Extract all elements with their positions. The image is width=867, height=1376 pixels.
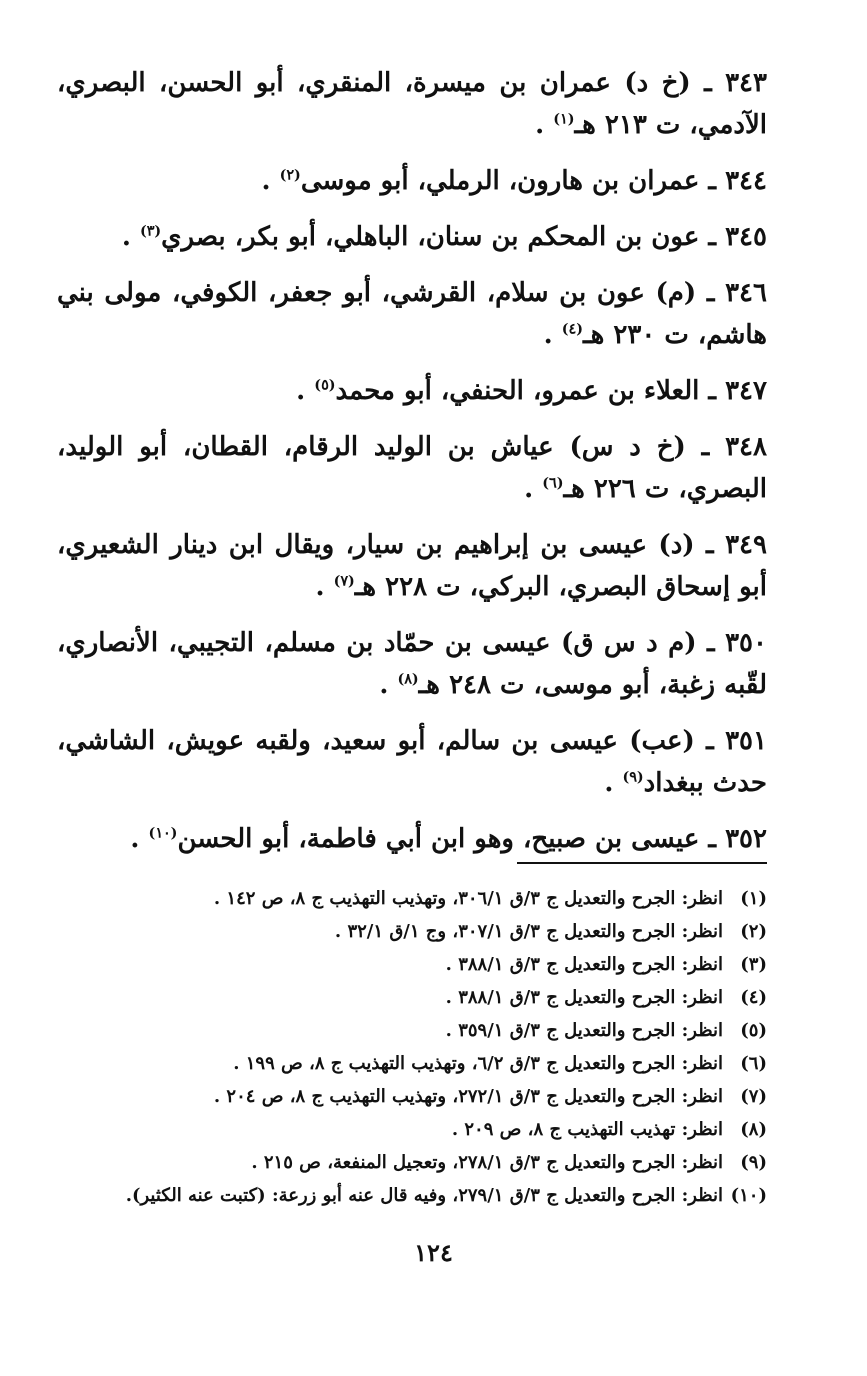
entry-text: (خ د) عمران بن ميسرة، المنقري، أبو الحسن، البصري، الآدمي، ت ٢١٣ هـ (57, 68, 767, 140)
footnote-text: انظر: الجرح والتعديل ج ٣/ق ٣٨٨/١ . (445, 954, 723, 975)
entry-351 (57, 720, 767, 804)
footnote-text: انظر: الجرح والتعديل ج ٣/ق ٣٠٦/١، وتهذيب التهذيب ج ٨، ص ١٤٢ . (213, 888, 723, 909)
entry-347 (57, 370, 767, 412)
entry-number: ٣٤٥ (725, 222, 767, 252)
footnote-number: (٣) (740, 954, 767, 975)
footnote-text: انظر: تهذيب التهذيب ج ٨، ص ٢٠٩ . (451, 1119, 723, 1140)
footnote-number: (٨) (740, 1119, 767, 1140)
footnote-ref: (٤) (561, 321, 583, 338)
entry-end: . (543, 320, 553, 350)
footnote-ref: (١) (553, 111, 575, 128)
entry-end: . (535, 110, 545, 140)
footnote-number: (٢) (740, 921, 767, 942)
entry-number: ٣٤٨ (725, 432, 767, 462)
footnote-number: (٤) (740, 987, 767, 1008)
footnote-ref: (٣) (139, 223, 162, 240)
entry-number: ٣٤٣ (725, 68, 767, 98)
footnote-number: (٩) (740, 1152, 767, 1173)
footnote-ref: (٨) (397, 671, 419, 688)
entry-dash: ـ (706, 278, 715, 308)
footnote-2 (57, 915, 767, 948)
page-number: ١٢٤ (414, 1238, 453, 1267)
entry-end: . (524, 474, 534, 504)
footnote-ref: (٧) (333, 573, 355, 590)
entry-text: عون بن المحكم بن سنان، الباهلي، أبو بكر، بصري (161, 222, 700, 252)
footnote-3 (57, 948, 767, 981)
entry-number: ٣٥١ (725, 726, 767, 756)
entry-text: عيسى بن صبيح، وهو ابن أبي فاطمة، أبو الحسن (177, 824, 700, 854)
entry-text: (خ د س) عياش بن الوليد الرقام، القطان، أبو الوليد، البصري، ت ٢٢٦ هـ (57, 432, 767, 504)
entry-dash: ـ (708, 222, 717, 252)
footnote-text: انظر: الجرح والتعديل ج ٣/ق ٦/٢، وتهذيب التهذيب ج ٨، ص ١٩٩ . (233, 1053, 723, 1074)
footnote-10 (57, 1179, 767, 1212)
footnote-8 (57, 1113, 767, 1146)
footnote-number: (٦) (740, 1053, 767, 1074)
entry-350 (57, 622, 767, 706)
footnotes-list (57, 882, 767, 1212)
entry-dash: ـ (706, 726, 714, 756)
entry-number: ٣٤٩ (725, 530, 767, 560)
entry-end: . (604, 768, 614, 798)
footnote-1 (57, 882, 767, 915)
entry-346 (57, 272, 767, 356)
footnote-ref: (٢) (279, 167, 301, 184)
entry-345 (57, 216, 767, 258)
footnote-text: انظر: الجرح والتعديل ج ٣/ق ٣٥٩/١ . (445, 1020, 723, 1041)
entry-end: . (121, 222, 131, 252)
entry-352 (57, 818, 767, 860)
footnote-number: (١٠) (730, 1185, 767, 1206)
entries-list (57, 62, 767, 874)
footnote-ref: (٦) (542, 475, 564, 492)
entry-end: . (296, 376, 306, 406)
footnote-ref: (٩) (622, 769, 644, 786)
entry-text: العلاء بن عمرو، الحنفي، أبو محمد (335, 376, 700, 406)
footnote-5 (57, 1014, 767, 1047)
entry-dash: ـ (708, 376, 717, 406)
entry-text: (م د س ق) عيسى بن حمّاد بن مسلم، التجيبي، الأنصاري، لقّبه زغبة، أبو موسى، ت ٢٤٨ هـ (57, 628, 767, 700)
entry-dash: ـ (707, 628, 715, 658)
footnote-text: انظر: الجرح والتعديل ج ٣/ق ٢٧٢/١، وتهذيب التهذيب ج ٨، ص ٢٠٤ . (213, 1086, 723, 1107)
entry-text: (م) عون بن سلام، القرشي، أبو جعفر، الكوفي، مولى بني هاشم، ت ٢٣٠ هـ (57, 278, 767, 350)
footnote-4 (57, 981, 767, 1014)
entry-dash: ـ (704, 68, 712, 98)
entry-number: ٣٥٠ (725, 628, 767, 658)
entry-number: ٣٤٧ (725, 376, 767, 406)
entry-dash: ـ (708, 824, 717, 854)
entry-end: . (379, 670, 389, 700)
entry-end: . (315, 572, 325, 602)
entry-number: ٣٤٦ (725, 278, 767, 308)
footnote-9 (57, 1146, 767, 1179)
footnote-text: انظر: الجرح والتعديل ج ٣/ق ٣٠٧/١، وج ١/ق ٣٢/١ . (334, 921, 723, 942)
footnote-separator-rule (517, 862, 767, 864)
entry-end: . (261, 166, 271, 196)
entry-dash: ـ (706, 530, 714, 560)
footnote-number: (٧) (740, 1086, 767, 1107)
entry-number: ٣٥٢ (725, 824, 767, 854)
entry-text: (عب) عيسى بن سالم، أبو سعيد، ولقبه عويش، الشاشي، حدث ببغداد (57, 726, 767, 798)
entry-number: ٣٤٤ (725, 166, 767, 196)
footnote-text: انظر: الجرح والتعديل ج ٣/ق ٢٧٨/١، وتعجيل المنفعة، ص ٢١٥ . (251, 1152, 723, 1173)
entry-343 (57, 62, 767, 146)
entry-end: . (130, 824, 140, 854)
entry-text: (د) عيسى بن إبراهيم بن سيار، ويقال ابن دينار الشعيري، أبو إسحاق البصري، البركي، ت ٢٢٨ هـ (57, 530, 767, 602)
entry-dash: ـ (701, 432, 710, 462)
footnote-text: انظر: الجرح والتعديل ج ٣/ق ٢٧٩/١، وفيه قال عنه أبو زرعة: (كتبت عنه الكثير). (125, 1185, 723, 1206)
entry-text: عمران بن هارون، الرملي، أبو موسى (300, 166, 700, 196)
footnote-7 (57, 1080, 767, 1113)
footnote-ref: (٥) (314, 377, 336, 394)
footnote-text: انظر: الجرح والتعديل ج ٣/ق ٣٨٨/١ . (445, 987, 723, 1008)
entry-348 (57, 426, 767, 510)
entry-344 (57, 160, 767, 202)
footnote-6 (57, 1047, 767, 1080)
footnote-ref: (١٠) (148, 825, 178, 842)
entry-349 (57, 524, 767, 608)
footnote-number: (٥) (740, 1020, 767, 1041)
entry-dash: ـ (708, 166, 717, 196)
footnote-number: (١) (740, 888, 767, 909)
